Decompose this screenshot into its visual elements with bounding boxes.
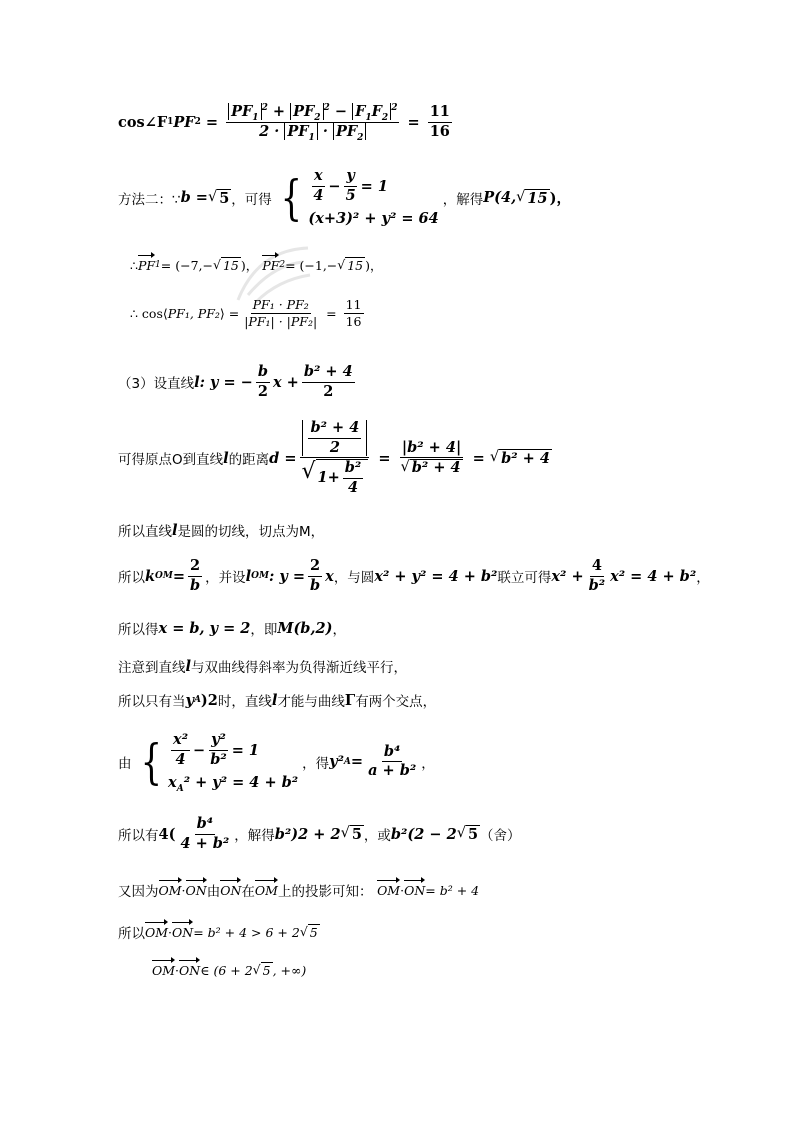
cos-vector-formula: ∴ cos⟨ PF₁, PF₂ ⟩ = $\frac{\text{PF₁ · PF₂}}{\text{|PF₁| · |PF₂|}}$ = $\frac{11}{16}$ bbox=[130, 297, 362, 330]
vector-pf-values: ∴ PF 1 = (−7,− √ 15 )， PF 2 = (−1,− √ 15 )， bbox=[130, 257, 383, 273]
method-two-line: 方法二：∵ b = √ 5 ，可得 { $\frac{x}{4}$ − $\frac{y}{5}$ = 1 (x+3)² + y² = 64 ，解得 P(4, √ 15 )， bbox=[118, 167, 571, 228]
slope-om-line: 所以 k OM = $\frac{2}{b}$ ，并设 l OM : y = $\frac{2}{b}$ x ，与圆 x² + y² = 4 + b² 联立可得 x² + $\frac{4}{\text{b²}}$ x² = 4 + b² ， bbox=[118, 557, 710, 594]
part-three-line: （3）设直线 l : y = − $\frac{b}{2}$ x + $\frac{\text{b² + 4}}{2}$ bbox=[118, 363, 353, 400]
point-m-line: 所以得 x = b, y = 2 ，即 M(b,2) ， bbox=[118, 619, 346, 638]
inequality-solve-line: 所以有 4( $\frac{\text{b⁴}}{\text{4 + b²}}$ ，解得 b²)2 + 2 √ 5 ，或 b²(2 − 2 √ 5 （舍） bbox=[118, 815, 521, 852]
tangent-line-text: 所以直线 l 是圆的切线，切点为M， bbox=[118, 521, 325, 540]
asymptote-note: 注意到直线 l 与双曲线得斜率为负得渐近线平行， bbox=[118, 657, 408, 676]
distance-line: 可得原点O到直线 l 的距离 d = $\frac{\text{b² + 4}}{2}$ √ 1+ $\frac{\text{b²}}{4}$ = |b² + 4| √ b² + 4 = √ b² + 4 bbox=[118, 419, 550, 497]
condition-line: 所以只有当 y A )2 时，直线 l 才能与曲线 Γ 有两个交点， bbox=[118, 691, 437, 710]
dot-product-inequality: 所以 OM · ON = b² + 4 > 6 + 2 √ 5 bbox=[118, 924, 318, 942]
final-range: OM · ON ∈ (6 + 2 √ 5 , +∞) bbox=[152, 962, 307, 978]
formula-cos-f1pf2: cos∠F 1 PF 2 = $\frac{PF_1^2 + PF_2^2 - F_1F_2^2}{2 \cdot PF_1 \cdot PF_2}$ = $\frac{11}{16}$ bbox=[118, 103, 450, 143]
system-solve-line: 由 { $\frac{\text{x²}}{4}$ − $\frac{\text{y²}}{\text{b²}}$ = 1 $x_A^2 + y^2 = 4 + b^2$ ，得 y² A = $\frac{\text{b⁴}}{\text{a + b²}}$ ， bbox=[118, 731, 435, 795]
projection-line: 又因为 OM · ON 由 ON 在 OM 上的投影可知： OM · ON = b² + 4 bbox=[118, 882, 480, 900]
